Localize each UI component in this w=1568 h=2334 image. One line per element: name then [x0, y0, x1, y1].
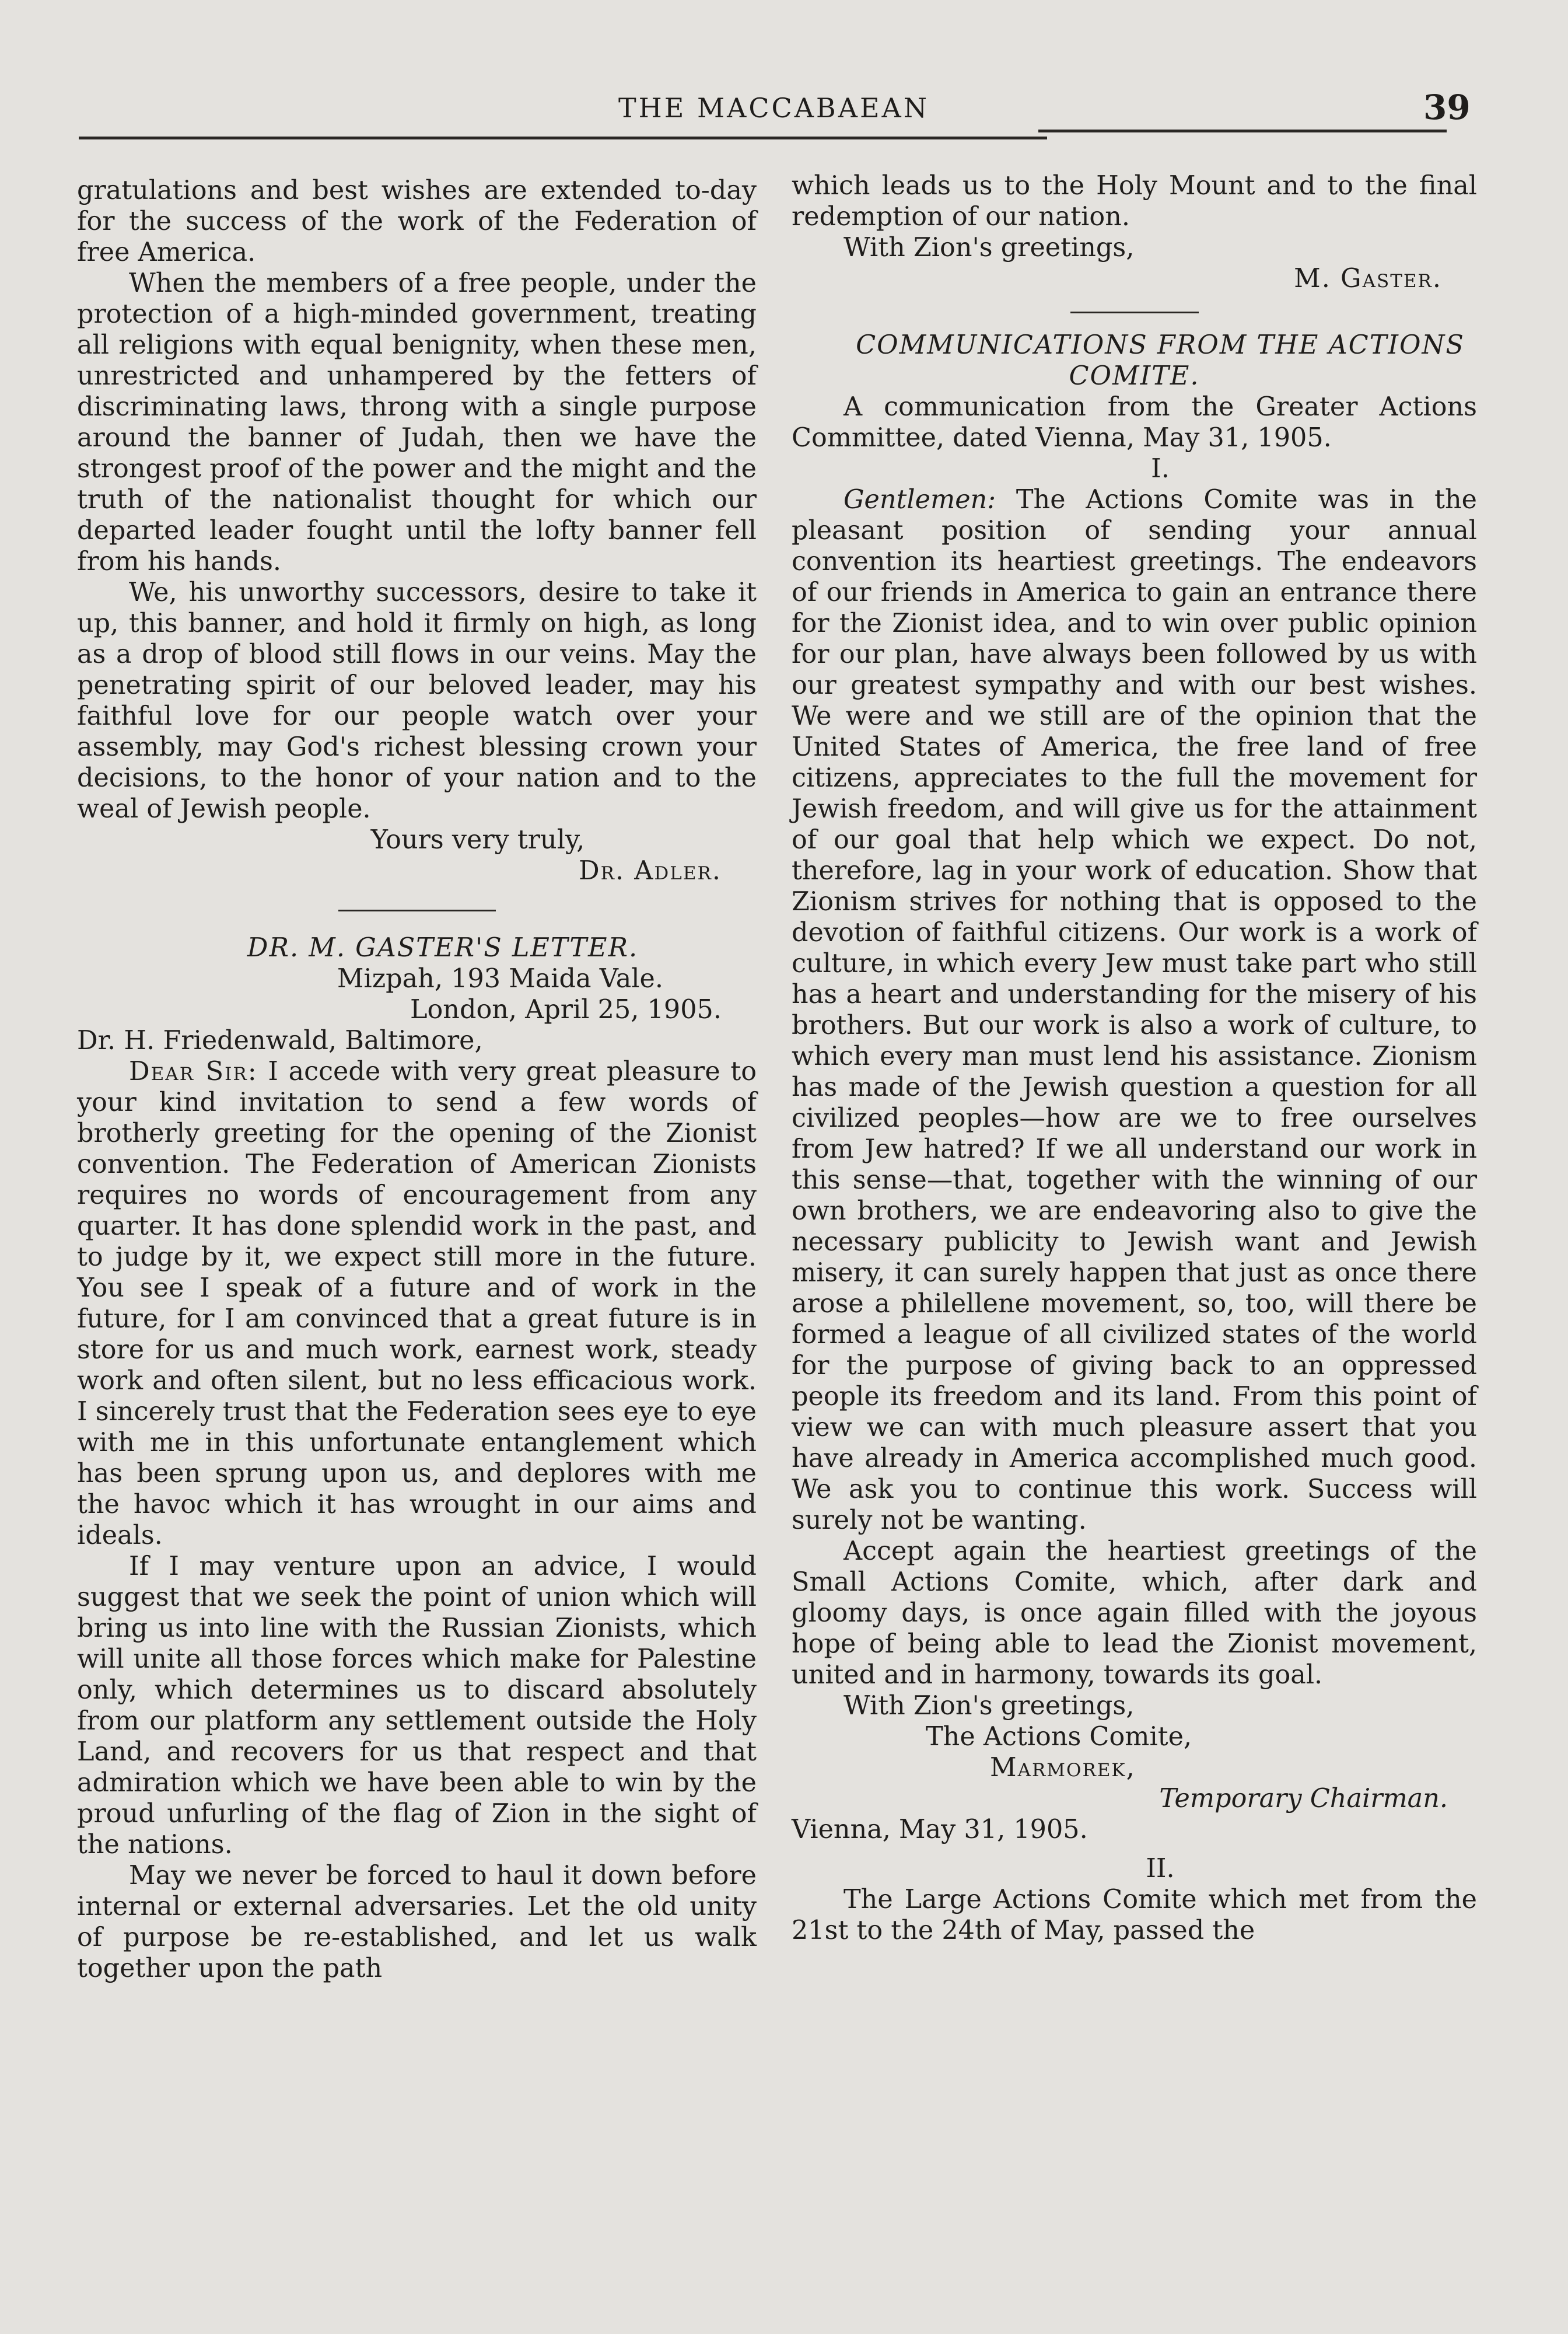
letter-recipient: Dr. H. Friedenwald, Baltimore,: [77, 1026, 483, 1056]
section-separator: [338, 910, 496, 911]
page-number: 39: [1423, 88, 1471, 127]
paragraph-text: I accede with very great pleasure to your kind invitation to send a few words of brotherly greeting for the opening of the Zionist convention. The Federation of American Zionists requires no words of encouragement from any quarter. It has done splendid work in the past, and to judge by it, we expect still more in the future. You see I speak of a future and of work in the future, for I am convinced that a great future is in store for us and much work, earnest work, steady work and often silent, but no less efficacious work. I sincerely trust that the Federation sees eye to eye with me in this unfortunate entanglement which has been sprung upon us, and deplores with me the havoc which it has wrought in our aims and ideals.: [77, 1057, 757, 1550]
header-rule-right: [1038, 130, 1447, 132]
paragraph: May we never be forced to haul it down before internal or external adversaries. Let the old unity of purpose be re-established, and let us walk together upon the path: [77, 1861, 757, 1983]
letter-closing: Yours very truly,: [370, 825, 585, 855]
section-heading: DR. M. GASTER'S LETTER.: [247, 933, 639, 963]
letter-address: Mizpah, 193 Maida Vale.: [337, 964, 663, 994]
paragraph: The Large Actions Comite which met from the 21st to the 24th of May, passed the: [792, 1885, 1477, 1945]
running-head: [0, 88, 1568, 134]
section-heading: COMMUNICATIONS FROM THE ACTIONS COMITE.: [856, 330, 1465, 391]
paragraph: If I may venture upon an advice, I would suggest that we seek the point of union which will bring us into line with the Russian Zionists, which will unite all those forces which make for Palestine only, which determines us to discard absolutely from our platform any settlement outside the Holy Land, and recovers for us that respect and that admiration which we have been able to win by the proud unfurling of the flag of Zion in the sight of the nations.: [77, 1552, 757, 1860]
letter-salutation: Dear Sir:: [129, 1057, 258, 1086]
letter-place-date: Vienna, May 31, 1905.: [792, 1815, 1088, 1844]
paragraph: [77, 1056, 757, 1551]
paragraph: When the members of a free people, under the protection of a high-minded government, treating all religions with equal benignity, when these men, unrestricted and unhampered by the fetters of discriminating laws, throng with a single purpose around the banner of Judah, then we have the strongest proof of the power and the might and the truth of the nationalist thought for which our departed leader fought until the lofty banner fell from his hands.: [77, 268, 757, 576]
left-column: [77, 175, 757, 1984]
paragraph-text: The Actions Comite was in the pleasant position of sending your annual convention its heartiest greetings. The endeavors of our friends in America to gain an entrance there for the Zionist idea, and to win over public opinion for our plan, have always been followed by us with our greatest sympathy and with our best wishes. We were and we still are of the opinion that the United States of America, the free land of free citizens, appreciates to the full the movement for Jewish freedom, and will give us for the attainment of our goal that help which we expect. Do not, therefore, lag in your work of education. Show that Zionism strives for nothing that is opposed to the devotion of faithful citizens. Our work is a work of culture, in which every Jew must take part who still has a heart and understanding for the misery of his brothers. But our work is also a work of culture, to which every man must lend his assistance. Zionism has made of the Jewish question a question for all civilized peoples—how are we to free ourselves from Jew hatred? If we all understand our work in this sense—that, together with the winning of our own brothers, we are endeavoring also to give the necessary publicity to Jewish want and Jewish misery, it can surely happen that just as once there arose a philellene movement, so, too, will there be formed a league of all civilized states of the world for the purpose of giving back to an oppressed people its freedom and its land. From this point of view we can with much pleasure assert that you have already in America accomplished much good. We ask you to continue this work. Success will surely not be wanting.: [792, 485, 1478, 1535]
signature-organization: The Actions Comite,: [926, 1722, 1192, 1752]
signature-name: Marmorek,: [990, 1753, 1136, 1783]
paragraph: We, his unworthy successors, desire to take it up, this banner, and hold it firmly on high, as long as a drop of blood still flows in our veins. May the penetrating spirit of our beloved leader, may his faithful love for our people watch over your assembly, may God's richest blessing crown your decisions, to the honor of your nation and to the weal of Jewish people.: [77, 578, 757, 824]
letter-signature: Dr. Adler.: [578, 856, 722, 886]
journal-title: THE MACCABAEAN: [618, 92, 930, 124]
paragraph: [792, 484, 1477, 1536]
section-numeral: I.: [1151, 454, 1170, 484]
header-rule: [79, 137, 1047, 139]
signature-title: Temporary Chairman.: [1159, 1784, 1448, 1814]
right-column: [792, 170, 1477, 1946]
letter-date: London, April 25, 1905.: [410, 995, 722, 1025]
paragraph: gratulations and best wishes are extended to-day for the success of the work of the Federation of free America.: [77, 176, 757, 267]
paragraph: Accept again the heartiest greetings of the Small Actions Comite, which, after dark and gloomy days, is once again filled with the joyous hope of being able to lead the Zionist movement, united and in harmony, towards its goal.: [792, 1536, 1477, 1690]
paragraph: which leads us to the Holy Mount and to the final redemption of our nation.: [792, 171, 1477, 232]
letter-salutation: Gentlemen:: [844, 485, 996, 515]
section-numeral: II.: [1146, 1854, 1175, 1884]
section-separator: [1070, 312, 1199, 313]
letter-greeting: With Zion's greetings,: [844, 233, 1135, 263]
paragraph: A communication from the Greater Actions Committee, dated Vienna, May 31, 1905.: [792, 392, 1477, 453]
letter-greeting: With Zion's greetings,: [844, 1691, 1135, 1721]
letter-signature: M. Gaster.: [1294, 264, 1442, 294]
